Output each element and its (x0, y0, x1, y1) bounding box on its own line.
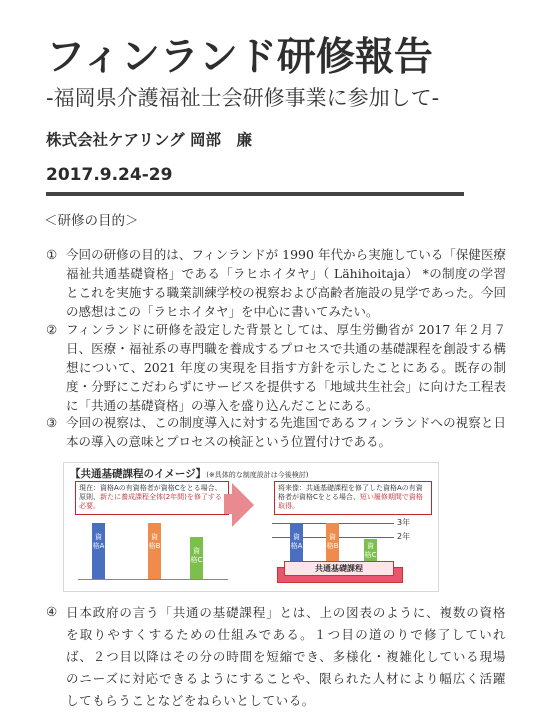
bar-label: 資格A (290, 533, 303, 550)
bar-label: 資格C (364, 542, 377, 559)
paragraph-number: ④ (46, 604, 58, 619)
bar-label: 資格C (190, 547, 203, 564)
date: 2017.9.24-29 (46, 165, 173, 185)
current-text: 現在：資格Aの有資格者が資格Cをとる場合、原則、 (79, 484, 222, 501)
paragraph-text: フィンランドに研修を設定した背景としては、厚生労働省が 2017 年２月７日、医療・福祉系の専門職を養成するプロセスで共通の基礎課程を創設する構想について、2021 年度の実現を目指す方針を示したことにある。既存の制度・分野にこだわらずにサービスを提供する「地域共生社会」に向けた工程表に「共通の基礎資格」の導入を盛り込んだことにある。 (66, 322, 506, 413)
figure-title-text: 【共通基礎課程のイメージ】 (70, 468, 207, 480)
paragraph-number: ② (46, 322, 58, 337)
section-heading: ＜研修の目的＞ (44, 213, 139, 229)
transition-arrow-icon (232, 483, 254, 527)
bar-qualification-b (148, 523, 161, 579)
current-highlight: 新たに養成課程全体(2年間)を修了する必要。 (79, 493, 222, 510)
header-rule (46, 192, 464, 196)
current-situation-box (75, 481, 229, 515)
future-text: 将来像：共通基礎課程を修了した資格Aの有資格者が資格Cをとる場合、 (278, 484, 423, 501)
paragraph-text: 今回の視察は、この制度導入に対する先進国であるフィンランドへの視察と日本の導入の意味とプロセスの検証という位置付けである。 (66, 415, 506, 449)
common-course-figure (63, 462, 439, 592)
bar-qualification-a-future (290, 523, 303, 561)
bar-qualification-c-future (364, 539, 377, 561)
common-course-label: 共通基礎課程 (284, 561, 394, 576)
paragraph-text: 今回の研修の目的は、フィンランドが 1990 年代から実施している「保健医療福祉共通基礎資格」である「ラヒホイタヤ」（ Lähihoitaja） *の制度の学習とこれを実施する職業訓練学校の視察および高齢者施設の見学であった。今回の感想はこの「ラヒホイタヤ」を中心に書いてみたい。 (66, 247, 506, 319)
future-vision-box (274, 481, 432, 515)
page-subtitle: -福岡県介護福祉士会研修事業に参加して- (46, 86, 440, 110)
bar-label: 資格A (92, 533, 105, 550)
author: 株式会社ケアリング 岡部 廉 (46, 131, 252, 149)
bar-label: 資格B (148, 533, 161, 550)
left-baseline (78, 579, 228, 580)
year-label-2: 2年 (397, 532, 411, 541)
bar-qualification-a (92, 523, 105, 579)
bar-label: 資格B (326, 533, 339, 550)
page-title: フィンランド研修報告 (46, 35, 433, 80)
future-highlight: 短い履修期間で資格取得。 (278, 493, 423, 510)
year-label-3: 3年 (397, 518, 411, 527)
figure-title (70, 466, 309, 481)
figure-note: (※具体的な制度設計は今後検討) (206, 471, 309, 479)
bar-qualification-b-future (326, 523, 339, 561)
paragraph-text: 日本政府の言う「共通の基礎課程」とは、上の図表のように、複数の資格を取りやすくするための仕組みである。１つ目の道のりで修了していれば、２つ目以降はその分の時間を短縮でき、多様化・複雑化している現場のニーズに対応できるようにすることや、限られた人材により幅広く活躍してもらうことなどをねらいとしている。 (66, 605, 506, 708)
paragraph-number: ③ (46, 415, 58, 430)
paragraph-number: ① (46, 247, 58, 262)
bar-qualification-c (190, 537, 203, 579)
